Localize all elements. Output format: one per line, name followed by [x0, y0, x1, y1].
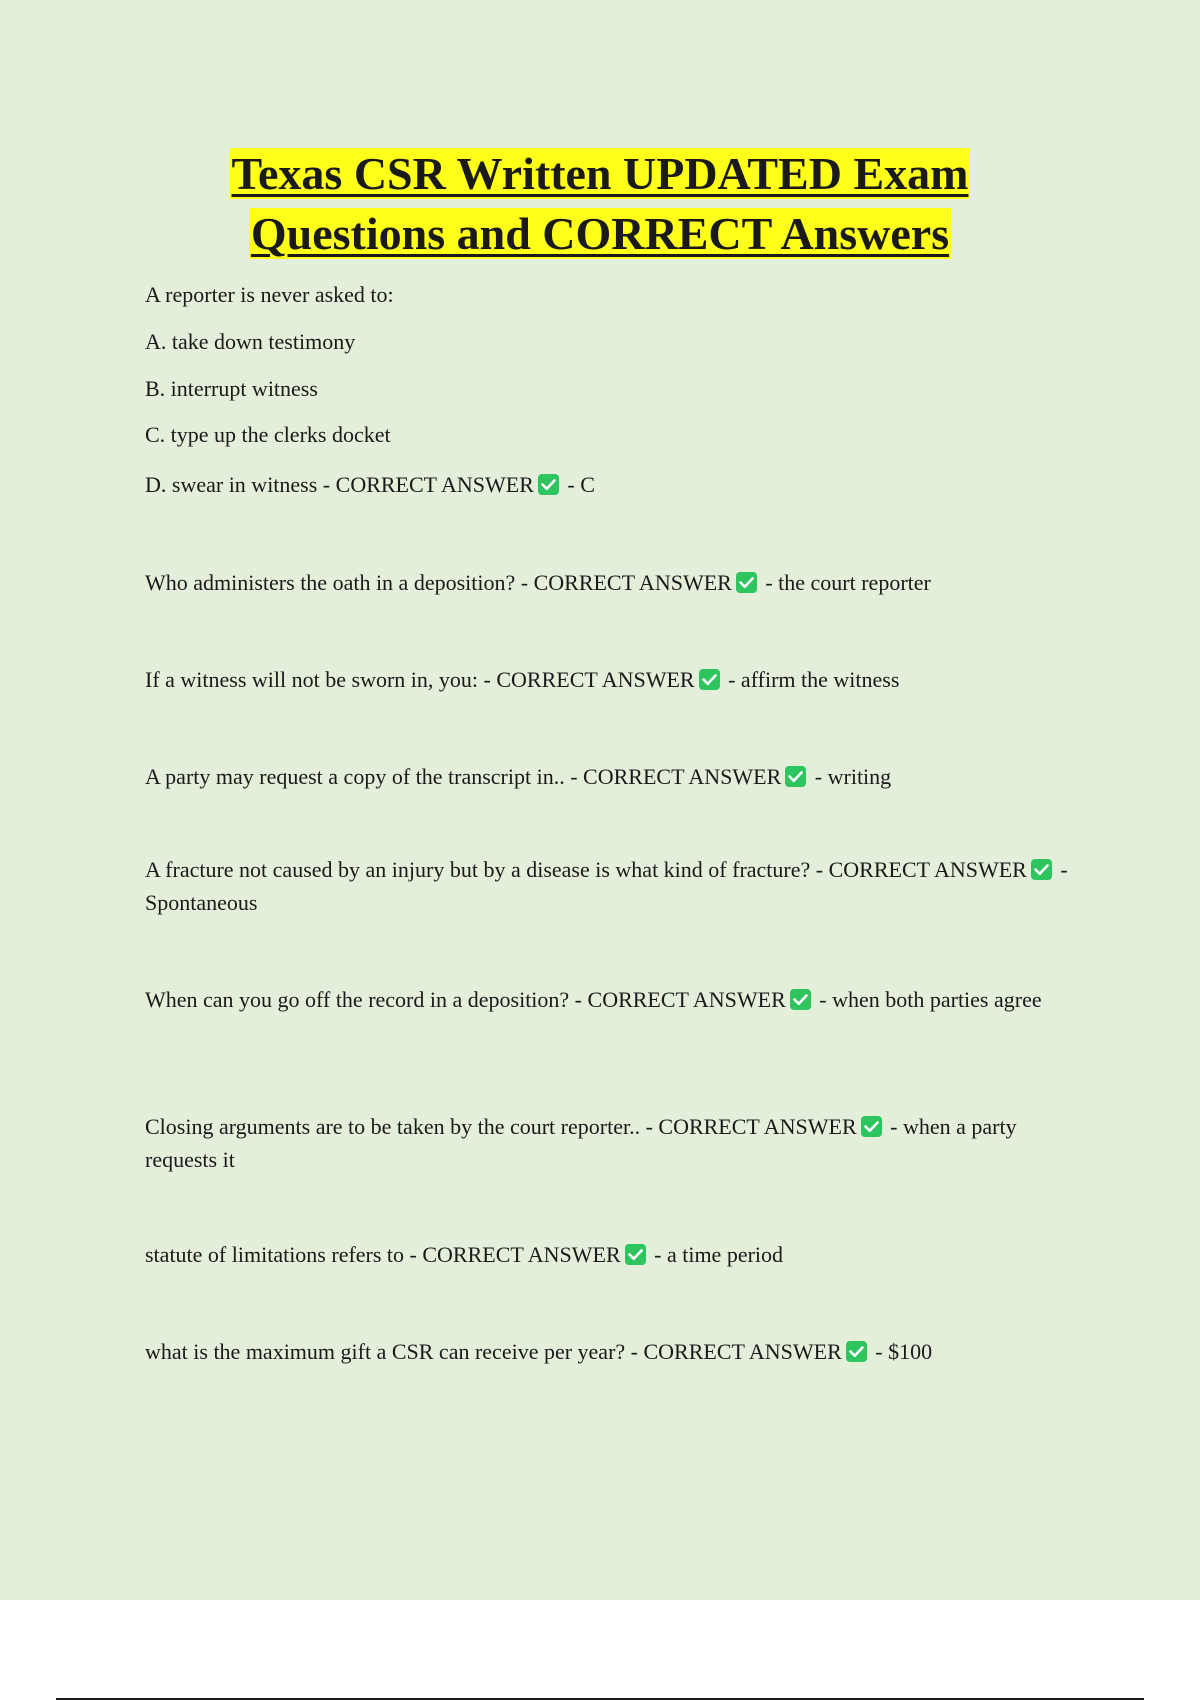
correct-answer-label: CORRECT ANSWER	[583, 764, 782, 789]
check-box-icon	[785, 766, 806, 787]
title-line-1: Texas CSR Written UPDATED Exam	[231, 148, 969, 199]
q1-answer: - C	[561, 472, 595, 497]
q7-item	[145, 1110, 1075, 1176]
q7-question: Closing arguments are to be taken by the court reporter.. -	[145, 1114, 659, 1139]
document-title	[0, 144, 1200, 264]
q4-question: A party may request a copy of the transcript in.. -	[145, 764, 584, 789]
q1-option-d: D. swear in witness -	[145, 472, 336, 497]
q9-question: what is the maximum gift a CSR can receive per year? -	[145, 1339, 644, 1364]
q2-item	[145, 566, 1075, 599]
correct-answer-label: CORRECT ANSWER	[533, 570, 732, 595]
q1-option-d-answer	[145, 468, 1075, 501]
correct-answer-label: CORRECT ANSWER	[422, 1242, 621, 1267]
check-box-icon	[1031, 859, 1052, 880]
q5-question: A fracture not caused by an injury but by a disease is what kind of fracture? -	[145, 857, 829, 882]
check-box-icon	[699, 669, 720, 690]
q2-answer: - the court reporter	[759, 570, 931, 595]
q6-item	[145, 983, 1075, 1016]
correct-answer-label: CORRECT ANSWER	[643, 1339, 842, 1364]
q5-item	[145, 853, 1075, 919]
q8-answer: - a time period	[648, 1242, 784, 1267]
correct-answer-label: CORRECT ANSWER	[658, 1114, 857, 1139]
correct-answer-label: CORRECT ANSWER	[496, 667, 695, 692]
q3-question: If a witness will not be sworn in, you: -	[145, 667, 497, 692]
q9-answer: - $100	[869, 1339, 933, 1364]
correct-answer-label: CORRECT ANSWER	[335, 472, 534, 497]
q1-option-c: C. type up the clerks docket	[145, 422, 391, 447]
q5-answer: - Spontaneous	[145, 857, 1068, 915]
q1-option-b: B. interrupt witness	[145, 376, 318, 401]
q4-item	[145, 760, 1075, 793]
q6-answer: - when both parties agree	[813, 987, 1042, 1012]
q8-item	[145, 1238, 1075, 1271]
q4-answer: - writing	[809, 764, 892, 789]
q9-item	[145, 1335, 1075, 1368]
q2-question: Who administers the oath in a deposition? -	[145, 570, 534, 595]
check-box-icon	[790, 989, 811, 1010]
check-box-icon	[538, 474, 559, 495]
q1-option-a: A. take down testimony	[145, 329, 356, 354]
q3-item	[145, 663, 1075, 696]
q6-question: When can you go off the record in a deposition? -	[145, 987, 588, 1012]
correct-answer-label: CORRECT ANSWER	[587, 987, 786, 1012]
q3-answer: - affirm the witness	[722, 667, 900, 692]
q8-question: statute of limitations refers to -	[145, 1242, 423, 1267]
check-box-icon	[736, 572, 757, 593]
title-line-2: Questions and CORRECT Answers	[250, 208, 950, 259]
correct-answer-label: CORRECT ANSWER	[828, 857, 1027, 882]
check-box-icon	[625, 1244, 646, 1265]
check-box-icon	[846, 1341, 867, 1362]
q1-question: A reporter is never asked to:	[145, 282, 394, 307]
q7-answer: - when a party requests it	[145, 1114, 1017, 1172]
check-box-icon	[861, 1116, 882, 1137]
